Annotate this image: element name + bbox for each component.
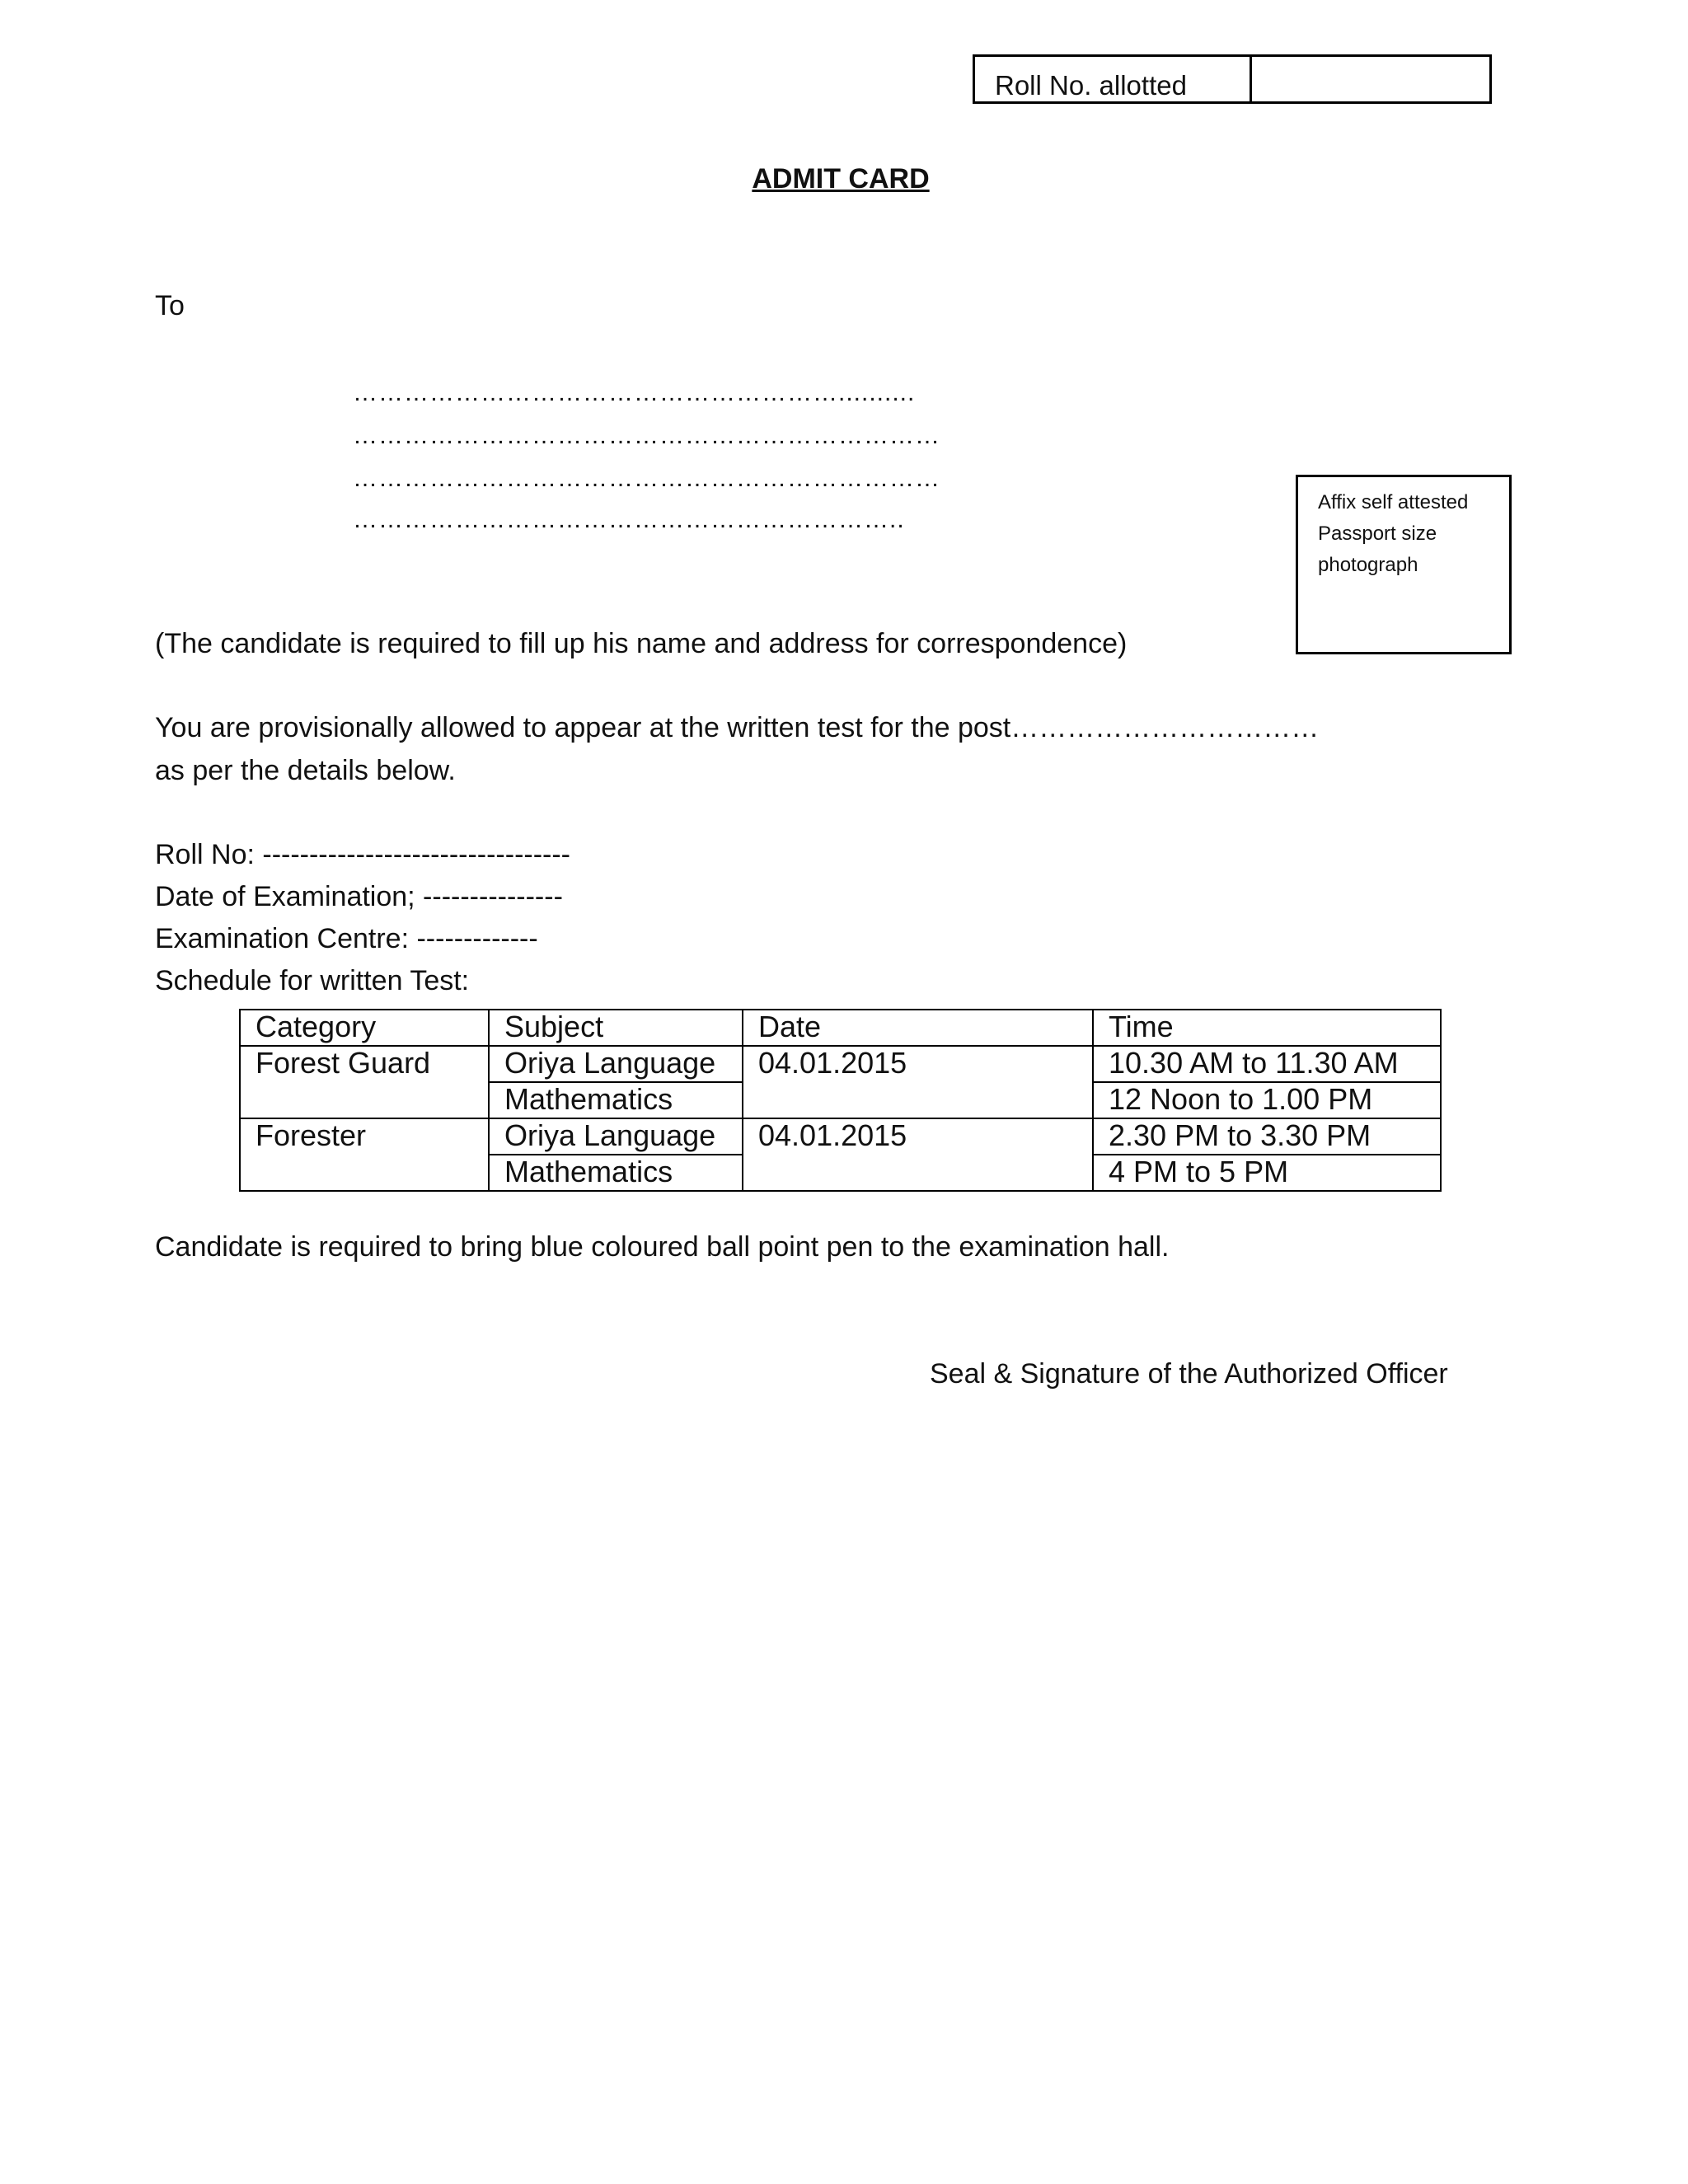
photo-instruction-line-3: photograph (1318, 554, 1418, 576)
roll-allotted-field[interactable] (1252, 57, 1489, 101)
time-cell: 12 Noon to 1.00 PM (1093, 1082, 1441, 1118)
signature-label: Seal & Signature of the Authorized Officer (930, 1358, 1448, 1390)
address-line-2[interactable]: …………………………………………………………… (353, 422, 940, 449)
address-line-3[interactable]: …………………………………………………………… (353, 465, 940, 492)
schedule-table (239, 1009, 1442, 1192)
roll-no-line: Roll No: --------------------------------- (155, 839, 571, 870)
roll-allotted-label: Roll No. allotted (975, 57, 1252, 101)
date-cell: 04.01.2015 (743, 1118, 1093, 1191)
category-cell: Forester (240, 1118, 489, 1191)
schedule-label: Schedule for written Test: (155, 965, 470, 996)
date-of-exam-line: Date of Examination; --------------- (155, 881, 563, 912)
header-category: Category (240, 1010, 489, 1046)
subject-cell: Oriya Language (489, 1046, 743, 1082)
subject-cell: Oriya Language (489, 1118, 743, 1155)
subject-cell: Mathematics (489, 1155, 743, 1191)
allowed-text-line-1: You are provisionally allowed to appear at the written test for the post…………………………… (155, 712, 1320, 743)
header-date: Date (743, 1010, 1093, 1046)
allowed-text-line-2: as per the details below. (155, 755, 456, 786)
exam-centre-line: Examination Centre: ------------- (155, 923, 538, 954)
header-time: Time (1093, 1010, 1441, 1046)
header-subject: Subject (489, 1010, 743, 1046)
date-cell: 04.01.2015 (743, 1046, 1093, 1118)
address-line-4[interactable]: ……………………………………………………….. (353, 506, 905, 533)
roll-allotted-box (973, 54, 1492, 104)
photo-box (1296, 475, 1512, 654)
table-header-row (240, 1010, 1441, 1046)
time-cell: 4 PM to 5 PM (1093, 1155, 1441, 1191)
photo-instruction-line-1: Affix self attested (1318, 491, 1469, 513)
address-line-1[interactable]: ………………………………………………….......... (353, 379, 916, 406)
photo-instruction-line-2: Passport size (1318, 523, 1437, 545)
page-title: ADMIT CARD (752, 163, 930, 194)
to-label: To (155, 290, 185, 321)
table-row (240, 1118, 1441, 1155)
correspondence-note: (The candidate is required to fill up his name and address for correspondence) (155, 628, 1128, 659)
category-cell: Forest Guard (240, 1046, 489, 1118)
subject-cell: Mathematics (489, 1082, 743, 1118)
time-cell: 10.30 AM to 11.30 AM (1093, 1046, 1441, 1082)
instruction-text: Candidate is required to bring blue coloured ball point pen to the examination hall. (155, 1231, 1170, 1263)
table-row (240, 1046, 1441, 1082)
time-cell: 2.30 PM to 3.30 PM (1093, 1118, 1441, 1155)
